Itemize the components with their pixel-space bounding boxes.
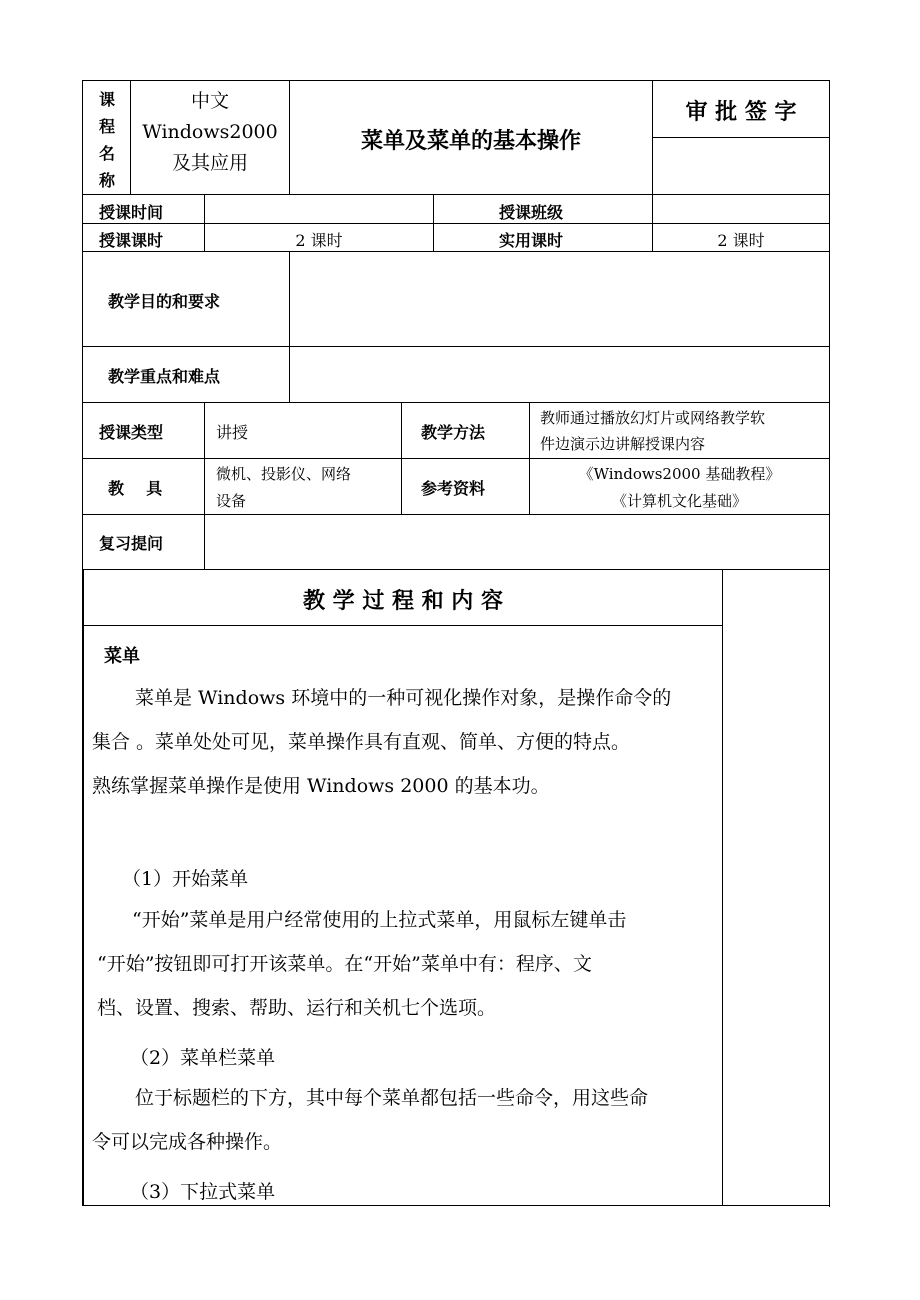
reference-line: 《Windows2000 基础教程》	[578, 465, 781, 483]
method-line: 教师通过播放幻灯片或网络教学软	[540, 409, 766, 427]
reference-line: 《计算机文化基础》	[611, 492, 747, 510]
text-line: “开始”菜单是用户经常使用的上拉式菜单，用鼠标左键单击	[132, 909, 627, 931]
tools-line: 微机、投影仪、网络	[216, 465, 352, 483]
tools-line: 设备	[216, 492, 247, 510]
course-name	[131, 86, 289, 179]
text-line: 令可以完成各种操作。	[92, 1131, 283, 1153]
section-heading: 菜单	[104, 646, 140, 667]
intro-paragraph	[92, 676, 712, 808]
item2-title: （2）菜单栏菜单	[130, 1047, 276, 1069]
references-label: 参考资料	[421, 479, 486, 498]
item2-paragraph	[92, 1076, 712, 1164]
review-label: 复习提问	[99, 534, 164, 553]
goals-label: 教学目的和要求	[108, 292, 221, 311]
lesson-topic: 菜单及菜单的基本操作	[360, 129, 581, 154]
lesson-type-value: 讲授	[216, 423, 249, 442]
method-label: 教学方法	[421, 423, 486, 442]
hours-value: 2 课时	[295, 231, 343, 250]
tools-label: 教 具	[108, 479, 163, 498]
course-name-line: 中文	[190, 90, 229, 112]
text-line: 菜单是 Windows 环境中的一种可视化操作对象，是操作命令的	[135, 687, 672, 709]
references-value	[530, 461, 829, 515]
course-name-line: Windows2000	[142, 121, 278, 143]
course-name-line: 及其应用	[171, 152, 248, 174]
text-line: 集合 。菜单处处可见，菜单操作具有直观、简单、方便的特点。	[92, 731, 631, 753]
focus-label: 教学重点和难点	[108, 367, 221, 386]
tools-value	[216, 461, 396, 515]
approval-label: 审 批 签 字	[685, 100, 797, 125]
practical-hours-label: 实用课时	[499, 231, 564, 250]
text-line: “开始”按钮即可打开该菜单。在“开始”菜单中有：程序、文	[97, 953, 592, 975]
class-label: 授课班级	[499, 203, 564, 222]
teach-time-label: 授课时间	[99, 203, 164, 222]
item1-paragraph	[92, 898, 712, 1030]
item1-title: （1）开始菜单	[122, 868, 249, 890]
hours-label: 授课课时	[99, 231, 164, 250]
item3-title: （3）下拉式菜单	[130, 1181, 276, 1203]
practical-hours-value: 2 课时	[717, 231, 765, 250]
text-line: 位于标题栏的下方，其中每个菜单都包括一些命令，用这些命	[135, 1087, 649, 1109]
process-title: 教 学 过 程 和 内 容	[303, 589, 503, 614]
text-line: 档、设置、搜索、帮助、运行和关机七个选项。	[97, 997, 497, 1019]
method-line: 件边演示边讲解授课内容	[540, 435, 706, 453]
text-line: 熟练掌握菜单操作是使用 Windows 2000 的基本功。	[92, 775, 550, 797]
method-value	[540, 405, 826, 457]
lesson-type-label: 授课类型	[99, 423, 164, 442]
course-name-label: 课 程 名 称	[98, 90, 115, 190]
